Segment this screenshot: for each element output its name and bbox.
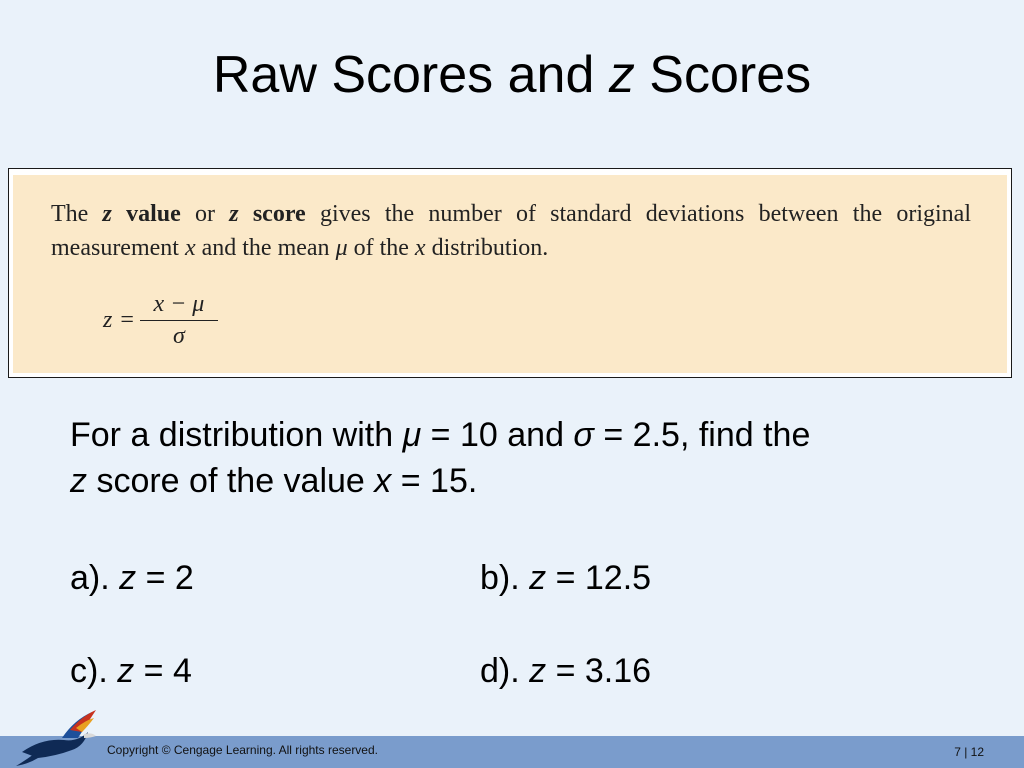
option-a[interactable] xyxy=(70,558,194,598)
def-text-5: distribution. xyxy=(425,235,549,261)
question-text xyxy=(70,412,970,504)
def-value-term: value xyxy=(111,201,181,227)
definition-box-fill xyxy=(13,175,1007,373)
title-variable-z: z xyxy=(608,46,635,104)
title-text-start: Raw Scores and xyxy=(212,46,609,104)
copyright-text: Copyright © Cengage Learning. All rights reserved. xyxy=(107,743,378,757)
def-x-2: x xyxy=(414,235,426,261)
option-b-var: z xyxy=(529,559,547,597)
def-text-or: or xyxy=(180,201,230,227)
title-text-end: Scores xyxy=(634,46,812,104)
def-z-1: z xyxy=(102,201,112,227)
option-c-value: = 4 xyxy=(134,652,192,690)
option-c[interactable] xyxy=(70,651,192,691)
def-text-3: and the mean xyxy=(195,235,336,261)
question-z: z xyxy=(70,462,87,500)
question-mu: μ xyxy=(402,416,422,454)
z-score-formula xyxy=(103,291,218,350)
parrot-logo-icon xyxy=(12,708,102,768)
option-c-var: z xyxy=(117,652,135,690)
option-a-value: = 2 xyxy=(136,559,194,597)
option-d-var: z xyxy=(529,652,547,690)
option-d-label: d). xyxy=(480,652,530,690)
question-part-5: = 15. xyxy=(391,462,478,500)
question-part-1: For a distribution with xyxy=(70,416,403,454)
question-part-4: score of the value xyxy=(87,462,375,500)
def-x-1: x xyxy=(184,235,196,261)
definition-text xyxy=(51,197,971,265)
question-sigma: σ xyxy=(573,416,594,454)
slide-title xyxy=(0,40,1024,110)
option-a-label: a). xyxy=(70,559,120,597)
option-d-value: = 3.16 xyxy=(546,652,652,690)
formula-equals: = xyxy=(120,307,134,333)
footer-bar xyxy=(0,736,1024,768)
formula-denominator: σ xyxy=(172,323,185,349)
question-part-2: = 10 and xyxy=(421,416,574,454)
definition-box xyxy=(8,168,1012,378)
formula-lhs: z xyxy=(103,307,113,333)
def-text-2: gives the number of standard deviations between the original measurement xyxy=(51,201,971,261)
formula-numerator: x − μ xyxy=(153,291,205,317)
def-text-4: of the xyxy=(347,235,415,261)
page-number: 7 | 12 xyxy=(954,745,984,759)
def-mu: μ xyxy=(335,235,348,261)
question-x: x xyxy=(374,462,392,500)
option-a-var: z xyxy=(119,559,137,597)
option-c-label: c). xyxy=(70,652,118,690)
def-score-term: score xyxy=(238,201,306,227)
option-b-label: b). xyxy=(480,559,530,597)
option-b[interactable] xyxy=(480,558,651,598)
question-part-3: = 2.5, find the xyxy=(593,416,811,454)
option-b-value: = 12.5 xyxy=(546,559,652,597)
formula-fraction xyxy=(140,291,218,350)
option-d[interactable] xyxy=(480,651,651,691)
def-text-1: The xyxy=(51,201,103,227)
def-z-2: z xyxy=(229,201,239,227)
